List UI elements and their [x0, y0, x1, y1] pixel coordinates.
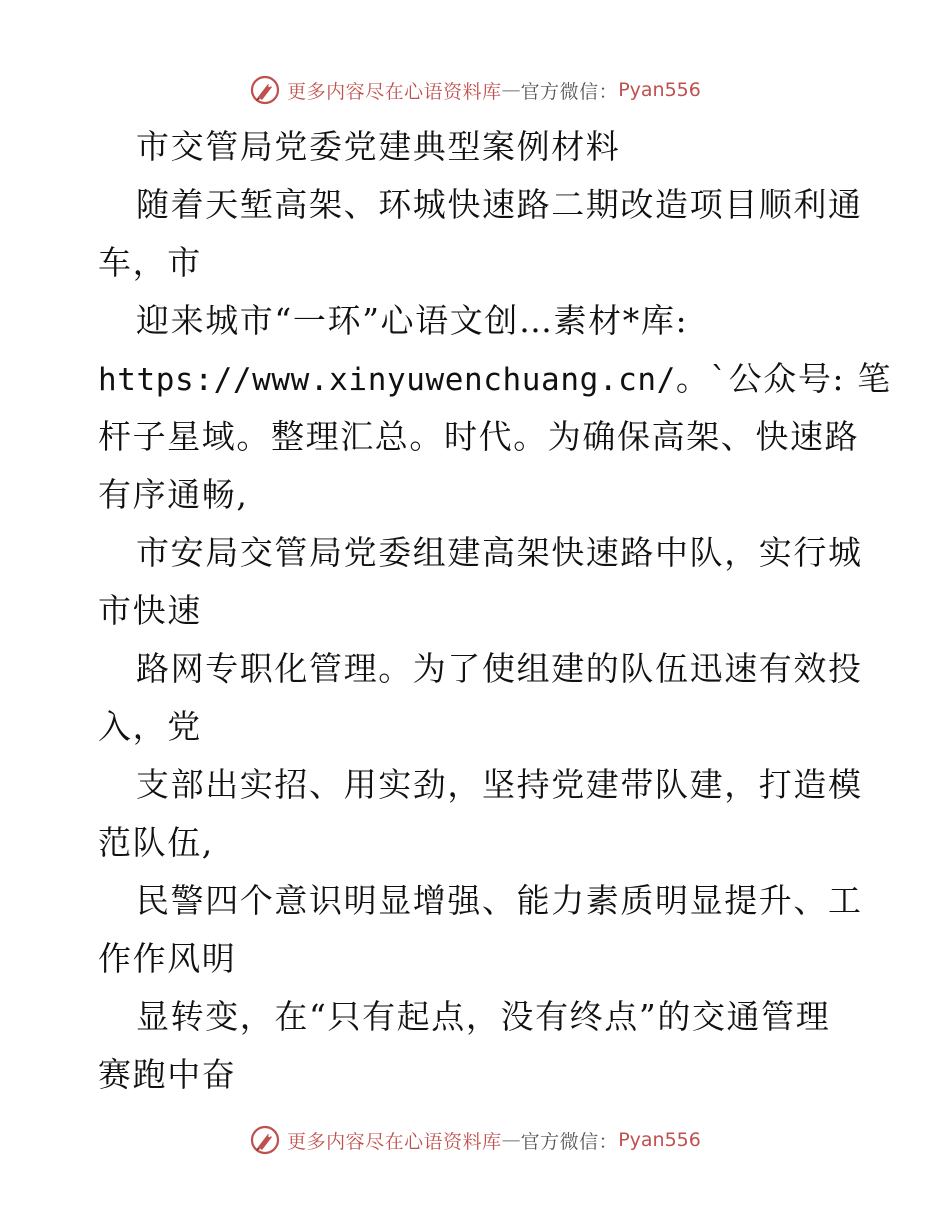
header-watermark-banner	[0, 72, 950, 108]
watermark-wechat-label: 官方微信：	[520, 80, 619, 103]
pen-nib-logo-icon	[249, 74, 281, 106]
watermark-dash: —	[501, 79, 521, 101]
paragraph-line: 迎来城市“一环”心语文创…素材*库:	[136, 301, 689, 340]
watermark-site-text: 更多内容尽在心语资料库	[287, 80, 502, 103]
paragraph-line: 范队伍,	[98, 823, 214, 862]
paragraph-line: 随着天堑高架、环城快速路二期改造项目顺利通	[136, 185, 863, 224]
paragraph-line: 作作风明	[98, 939, 237, 978]
watermark-site-text: 更多内容尽在心语资料库	[287, 1130, 502, 1153]
paragraph-line: 杆子星域。整理汇总。时代。为确保高架、快速路	[98, 417, 860, 456]
watermark-dash: —	[501, 1129, 521, 1151]
url-line-tail: 。`公众号: 笔	[675, 359, 892, 398]
paragraph-line: 支部出实招、用实劲，坚持党建带队建，打造模	[136, 765, 863, 804]
document-body	[98, 118, 892, 1104]
paragraph-line: 市快速	[98, 591, 202, 630]
watermark-wechat-id: Pyan556	[618, 1129, 701, 1151]
pen-nib-logo-icon	[249, 1124, 281, 1156]
paragraph-line: 有序通畅,	[98, 475, 249, 514]
paragraph-line: 入，党	[98, 707, 202, 746]
paragraph-line-url	[98, 350, 892, 408]
watermark-wechat-id: Pyan556	[618, 79, 701, 101]
paragraph-line: 车，市	[98, 243, 202, 282]
paragraph-line: 赛跑中奋	[98, 1055, 237, 1094]
watermark-wechat-label: 官方微信：	[520, 1130, 619, 1153]
document-title: 市交管局党委党建典型案例材料	[136, 127, 621, 166]
paragraph-line: 市安局交管局党委组建高架快速路中队，实行城	[136, 533, 863, 572]
url-text: https://www.xinyuwenchuang.cn/	[98, 362, 676, 398]
paragraph-line: 显转变，在“只有起点，没有终点”的交通管理	[136, 997, 831, 1036]
paragraph-line: 路网专职化管理。为了使组建的队伍迅速有效投	[136, 649, 863, 688]
paragraph-line: 民警四个意识明显增强、能力素质明显提升、工	[136, 881, 863, 920]
footer-watermark-banner	[0, 1122, 950, 1158]
